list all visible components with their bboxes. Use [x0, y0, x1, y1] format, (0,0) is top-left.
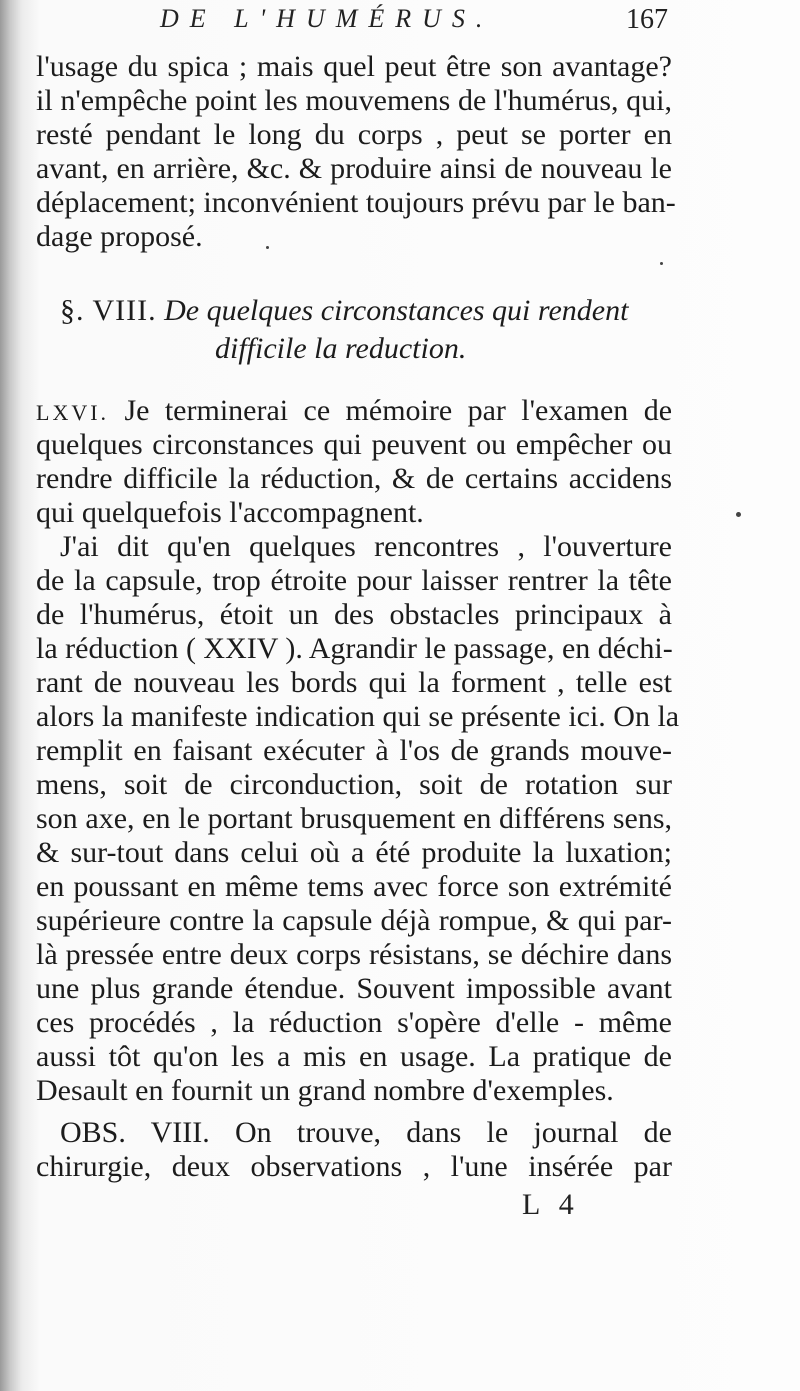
- text-line: quelques circonstances qui peuvent ou empêcher ou: [36, 428, 672, 461]
- signature-mark: L 4: [522, 1188, 580, 1221]
- section-title-line1: De quelques circonstances qui rendent: [164, 294, 629, 327]
- page-number: 167: [626, 4, 668, 35]
- ink-speck: [660, 262, 663, 265]
- text-line: rant de nouveau les bords qui la forment , telle est: [36, 666, 672, 699]
- paragraph-continuation: [36, 50, 676, 254]
- text-line: OBS. VIII. On trouve, dans le journal de: [60, 1116, 672, 1149]
- text-line: supérieure contre la capsule déjà rompue, & qui par-: [36, 904, 672, 937]
- paragraph-observation: [36, 1116, 672, 1184]
- text-line: la réduction ( XXIV ). Agrandir le passage, en déchi-: [36, 632, 673, 665]
- text-line-content: Je terminerai ce mémoire par l'examen de: [124, 394, 673, 427]
- text-line: rendre difficile la réduction, & de certains accidens: [36, 462, 672, 495]
- text-line: une plus grande étendue. Souvent impossible avant: [36, 972, 672, 1005]
- text-line: il n'empêche point les mouvemens de l'humérus, qui,: [36, 84, 672, 117]
- running-head: DE L'HUMÉRUS.: [160, 4, 494, 33]
- ink-speck: [266, 246, 269, 249]
- text-line: de la capsule, trop étroite pour laisser rentrer la tête: [36, 564, 672, 597]
- text-line: [36, 394, 672, 428]
- section-heading: [60, 292, 660, 368]
- text-line: Desault en fournit un grand nombre d'exemples.: [36, 1074, 614, 1107]
- text-line: de l'humérus, étoit un des obstacles principaux à: [36, 598, 672, 631]
- text-line: son axe, en le portant brusquement en différens sens,: [36, 802, 672, 835]
- text-line: J'ai dit qu'en quelques rencontres , l'ouverture: [60, 530, 672, 563]
- text-line: aussi tôt qu'on les a mis en usage. La pratique de: [36, 1040, 672, 1073]
- text-line: qui quelquefois l'accompagnent.: [36, 496, 424, 529]
- text-line: & sur-tout dans celui où a été produite la luxation;: [36, 836, 672, 869]
- section-number: §. VIII.: [60, 294, 157, 327]
- text-line: là pressée entre deux corps résistans, se déchire dans: [36, 938, 672, 971]
- section-title-line2: difficile la reduction.: [215, 332, 467, 365]
- text-line: en poussant en même tems avec force son extrémité: [36, 870, 672, 903]
- text-line: chirurgie, deux observations , l'une insérée par: [36, 1150, 672, 1183]
- text-line: alors la manifeste indication qui se présente ici. On la: [36, 700, 680, 733]
- ink-speck: [736, 512, 741, 517]
- text-line: l'usage du spica ; mais quel peut être son avantage?: [36, 50, 672, 83]
- text-line: avant, en arrière, &c. & produire ainsi de nouveau le: [36, 152, 672, 185]
- text-line: dage proposé.: [36, 220, 203, 253]
- text-line: mens, soit de circonduction, soit de rotation sur: [36, 768, 672, 801]
- text-line: resté pendant le long du corps , peut se porter en: [36, 118, 672, 151]
- text-line: remplit en faisant exécuter à l'os de grands mouve-: [36, 734, 672, 767]
- paragraph-number: LXVI.: [36, 400, 110, 425]
- text-line: ces procédés , la réduction s'opère d'elle - même: [36, 1006, 672, 1039]
- paragraph-lxvi: [36, 394, 672, 530]
- paragraph-body: [36, 530, 680, 1108]
- text-line: déplacement; inconvénient toujours prévu par le ban-: [36, 186, 676, 219]
